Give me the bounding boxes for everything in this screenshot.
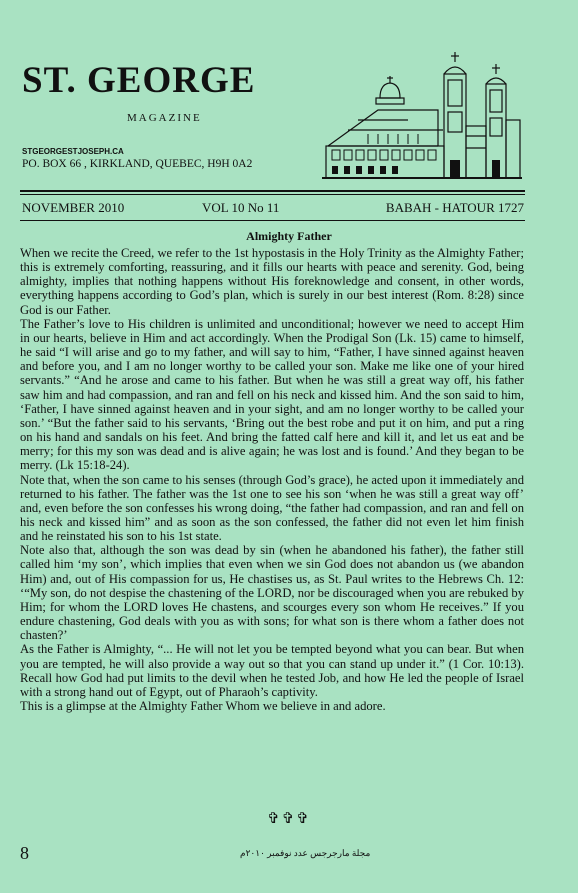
article-paragraph: This is a glimpse at the Almighty Father Whom we believe in and adore. [20,699,386,713]
article-paragraph: The Father’s love to His children is unlimited and unconditional; however we need to accept Him in our hearts, believe in Him and act accordingly. When the Prodigal Son (Lk. 15) came to himself, he said “I will arise and go to my father, and will say to him, “Father, I have sinned against heaven and before you, and I am no longer worthy to be called your son. Make me like one of your hired servants.” “And he arose and came to his father. But when he was still a great way off, his father saw him and had compassion, and ran and fell on his neck and kissed him. And the son said to him, ‘Father, I have sinned against heaven and in your sight, and am no longer worthy to be called your son.’ “But the father said to his servants, ‘Bring out the best robe and put it on him, and put a ring on his hand and sandals on his feet. And bring the fatted calf here and kill it, and let us eat and be merry; for this my son was dead and is alive again; he was lost and is found.’ And they began to be merry. (Lk 15:18-24). [20,316,524,473]
article-paragraph: Note that, when the son came to his senses (through God’s grace), he acted upon it immediately and returned to his father. The father was the 1st one to see his son ‘when he was still a great way off’ and, even before the son confesses his wrong doing, “the father had compassion, and ran and fell on his neck and kissed him” and as soon as the son confessed, the father did not even let him finish and he reinstated his son to his 1st state. [20,472,524,544]
issue-divider [20,220,525,221]
coptic-cross-icon: ✞✞✞ [267,811,311,827]
church-illustration [318,50,524,184]
article-paragraph: As the Father is Almighty, “... He will not let you be tempted beyond what you can bear. But when you are tempted, he will also provide a way out so that you can stand up under it.” (1 Cor. 10:13). Recall how God had put limits to the devil when he tested Job, and how He led the people of Israel with a strong hand out of Egypt, out of Pharaoh’s captivity. [20,642,524,699]
issue-date: NOVEMBER 2010 [22,200,125,215]
article-title: Almighty Father [246,229,332,243]
issue-coptic-date: BABAH - HATOUR 1727 [385,200,524,215]
footer-arabic-caption: مجلة مارجرجس عدد نوفمبر ٢٠١٠م [240,848,371,858]
mailing-address: PO. BOX 66 , KIRKLAND, QUEBEC, H9H 0A2 [22,158,253,170]
page-number: 8 [20,843,29,863]
header-divider-thick [20,190,525,192]
magazine-subtitle: MAGAZINE [127,112,202,124]
magazine-title: ST. GEORGE [22,60,256,101]
church-outline [322,52,522,178]
article-body [20,246,524,713]
header-divider-thin [20,194,525,195]
issue-volume: VOL 10 No 11 [202,200,280,215]
article-paragraph: When we recite the Creed, we refer to the 1st hypostasis in the Holy Trinity as the Almighty Father; this is extremely comforting, reassuring, and it fills our hearts with peace and serenity. God, being almighty, implies that nothing happens without His foreknowledge and consent, in other words, everything happens according to God’s plan, which is surely in our best interest (Rom. 8:28) since God is our Father. [20,246,524,317]
article-paragraph: Note also that, although the son was dead by sin (when he abandoned his father), the father still called him ‘my son’, which implies that even when we sin God does not abandon us (we abandon Him) and, out of His compassion for us, He chastises us, as St. Paul writes to the Hebrews Ch. 12: ‘“My son, do not despise the chastening of the LORD, nor be discouraged when you are rebuked by Him; for whom the LORD loves He chastens, and scourges every son whom He receives.” If you endure chastening, God deals with you as with sons; for what son is there whom a father does not chasten?’ [20,543,524,643]
website-text: STGEORGESTJOSEPH.CA [22,147,124,156]
